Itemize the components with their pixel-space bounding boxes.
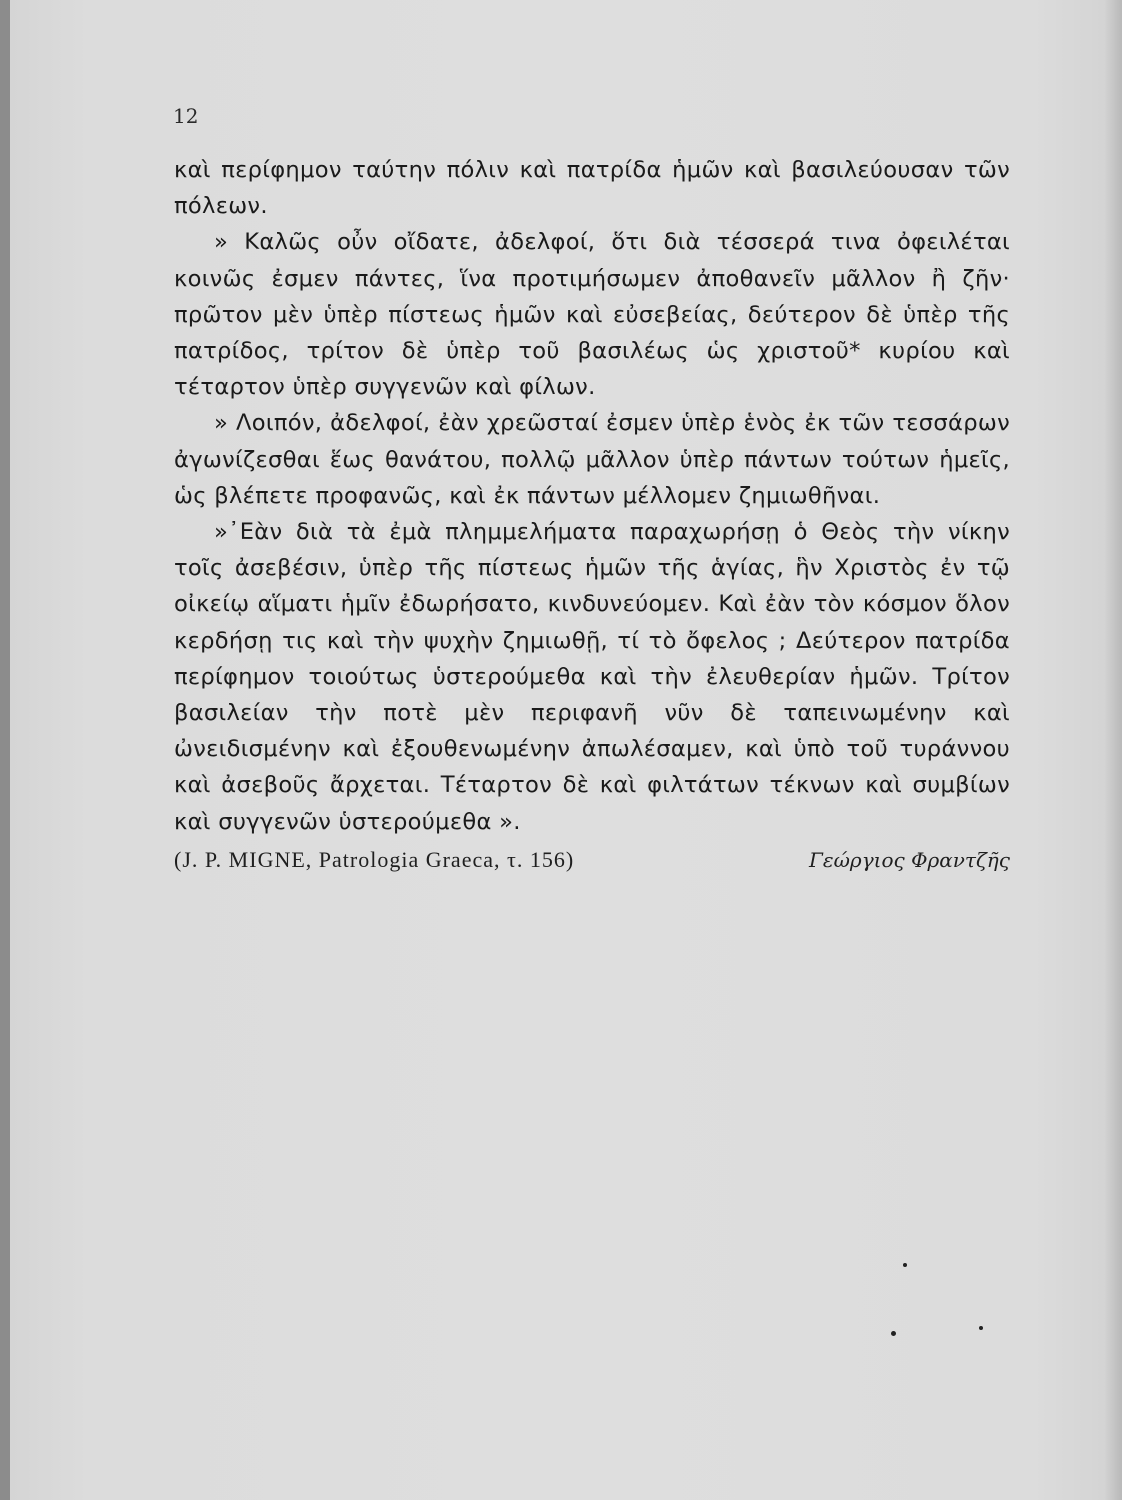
- author-name: Γεώργιος Φραντζῆς: [809, 848, 1010, 872]
- page-number: 12: [173, 104, 199, 128]
- paragraph-1: καὶ περίφημον ταύτην πόλιν καὶ πατρίδα ἡμῶν καὶ βασιλεύουσαν τῶν πόλεων.: [174, 157, 1010, 220]
- page-right-shadow: [1104, 0, 1122, 1500]
- ink-speck: [979, 1326, 983, 1330]
- ink-speck: [903, 1263, 907, 1267]
- paragraph-2: » Καλῶς οὖν οἴδατε, ἀδελφοί, ὅτι διὰ τέσσερά τινα ὀφειλέται κοινῶς ἐσμεν πάντες, ἵνα προτιμήσωμεν ἀποθανεῖν μᾶλλον ἢ ζῆν· πρῶτον μὲν ὑπὲρ πίστεως ἡμῶν καὶ εὐσεβείας, δεύτερον δὲ ὑπὲρ τῆς πατρίδος, τρίτον δὲ ὑπὲρ τοῦ βασιλέως ὡς χριστοῦ* κυρίου καὶ τέταρτον ὑπὲρ συγγενῶν καὶ φίλων.: [174, 229, 1010, 401]
- citation: (J. P. MIGNE, Patrologia Graeca, τ. 156): [174, 847, 575, 872]
- paragraph-3: » Λοιπόν, ἀδελφοί, ἐὰν χρεῶσταί ἐσμεν ὑπὲρ ἑνὸς ἐκ τῶν τεσσάρων ἀγωνίζεσθαι ἕως θανάτου, πολλῷ μᾶλλον ὑπὲρ πάντων τούτων ἡμεῖς, ὡς βλέπετε προφανῶς, καὶ ἐκ πάντων μέλλομεν ζημιωθῆναι.: [174, 410, 1010, 509]
- ink-speck: [891, 1331, 896, 1336]
- body-text: [174, 152, 1010, 840]
- page-left-edge: [0, 0, 10, 1500]
- paragraph-4: »᾿Εὰν διὰ τὰ ἐμὰ πλημμελήματα παραχωρήσῃ ὁ Θεὸς τὴν νίκην τοῖς ἀσεβέσιν, ὑπὲρ τῆς πίστεως ἡμῶν τῆς ἁγίας, ἣν Χριστὸς ἐν τῷ οἰκείῳ αἵματι ἡμῖν ἐδωρήσατο, κινδυνεύομεν. Καὶ ἐὰν τὸν κόσμον ὅλον κερδήσῃ τις καὶ τὴν ψυχὴν ζημιωθῇ, τί τὸ ὄφελος ; Δεύτερον πατρίδα περίφημον τοιούτως ὑστερούμεθα καὶ τὴν ἐλευθερίαν ἡμῶν. Τρίτον βασιλείαν τὴν ποτὲ μὲν περιφανῆ νῦν δὲ ταπεινωμένην καὶ ὠνειδισμένην καὶ ἐξουθενωμένην ἀπωλέσαμεν, καὶ ὑπὸ τοῦ τυράννου καὶ ἀσεβοῦς ἄρχεται. Τέταρτον δὲ καὶ φιλτάτων τέκνων καὶ συμβίων καὶ συγγενῶν ὑστερούμεθα ».: [174, 519, 1010, 835]
- source-line: [174, 847, 1010, 873]
